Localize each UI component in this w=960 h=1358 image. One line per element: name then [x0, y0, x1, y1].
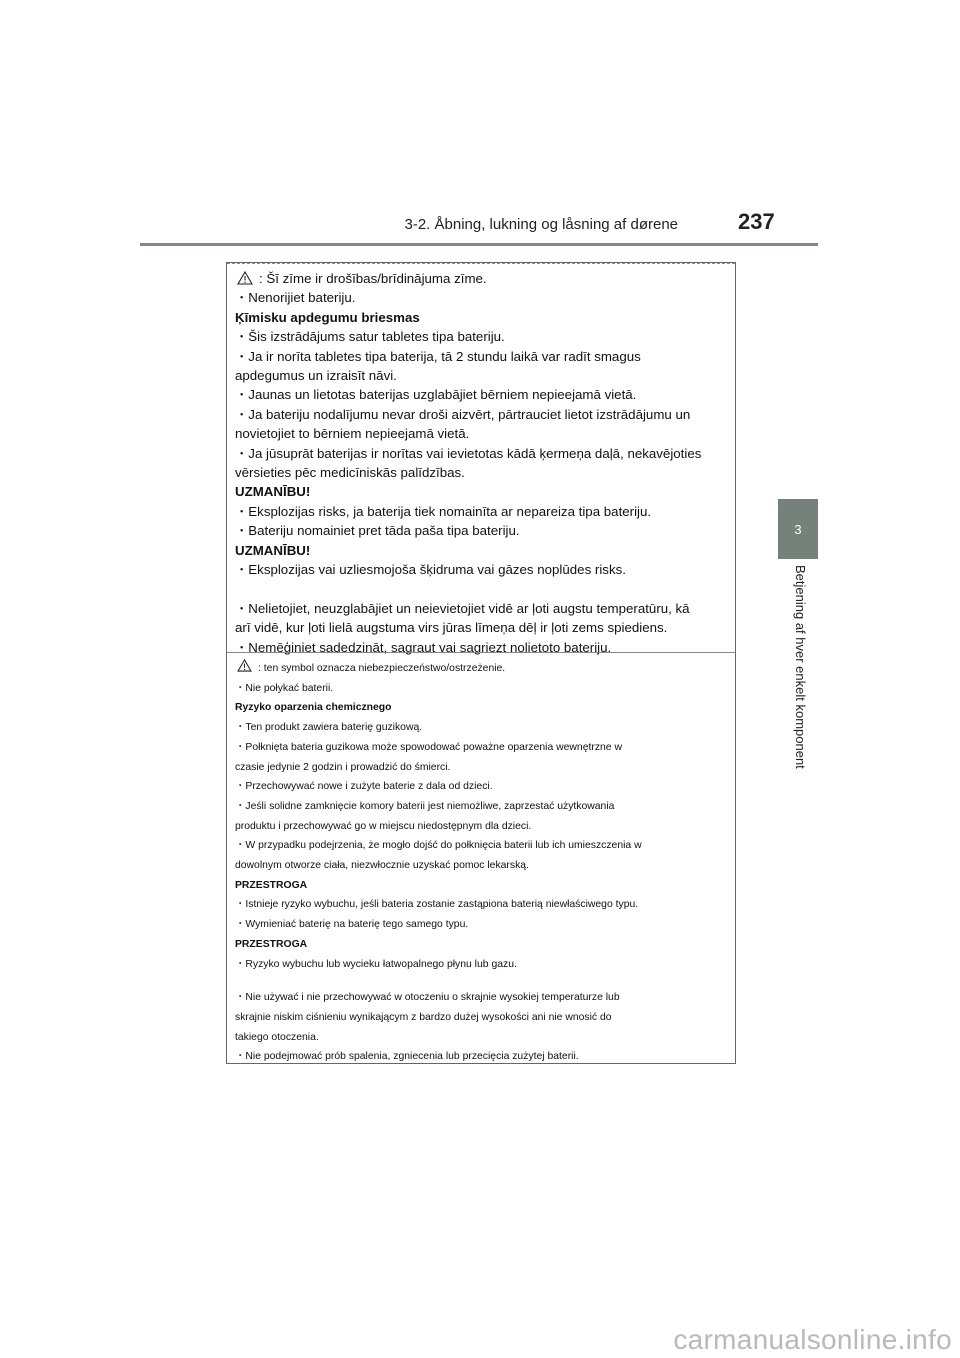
latvian-line: apdegumus un izraisīt nāvi. [235, 368, 397, 384]
battery-warning-box [226, 262, 736, 1064]
chapter-label: Betjening af hver enkelt komponent [793, 565, 808, 769]
latvian-line: ・Nemēģiniet sadedzināt, sagraut vai sagriezt nolietoto bateriju. [235, 639, 612, 655]
polish-line: ・Przechowywać nowe i zużyte baterie z dala od dzieci. [235, 781, 493, 793]
latvian-caution-heading: UZMANĪBU! [235, 484, 311, 500]
latvian-line: arī vidē, kur ļoti lielā augstuma virs jūras līmeņa dēļ ir ļoti zems spiediens. [235, 620, 668, 636]
polish-line: ・Istnieje ryzyko wybuchu, jeśli bateria zostanie zastąpiona baterią niewłaściwego typu. [235, 899, 639, 911]
spacer [235, 974, 727, 988]
polish-symbol-line [235, 659, 727, 679]
latvian-line: ・Nelietojiet, neuzglabājiet un neievietojiet vidē ar ļoti augstu temperatūru, kā [235, 600, 690, 616]
polish-line: ・Nie połykać baterii. [235, 682, 334, 694]
box-top-border [227, 263, 735, 264]
polish-caution-heading: PRZESTROGA [235, 879, 308, 891]
latvian-line: ・Ja jūsuprāt baterijas ir norītas vai ievietotas kādā ķermeņa daļā, nekavējoties [235, 445, 702, 461]
latvian-line: ・Šis izstrādājums satur tabletes tipa bateriju. [235, 329, 505, 345]
watermark-text: carmanualsonline.info [673, 1324, 952, 1355]
warning-triangle-icon [237, 659, 252, 672]
warning-triangle-icon [237, 271, 253, 285]
latvian-line: ・Ja ir norīta tabletes tipa baterija, tā 2 stundu laikā var radīt smagus [235, 348, 641, 364]
polish-line: ・Nie używać i nie przechowywać w otoczeniu o skrajnie wysokiej temperaturze lub [235, 992, 620, 1004]
polish-line: ・Ryzyko wybuchu lub wycieku łatwopalnego płynu lub gazu. [235, 958, 517, 970]
latvian-line: ・Eksplozijas risks, ja baterija tiek nomainīta ar nepareiza tipa bateriju. [235, 503, 652, 519]
polish-line: takiego otoczenia. [235, 1031, 319, 1043]
chapter-number: 3 [794, 521, 802, 537]
polish-line: skrajnie niskim ciśnieniu wynikającym z bardzo dużej wysokości ani nie wnosić do [235, 1011, 612, 1023]
latvian-line: ・Nenorijiet bateriju. [235, 290, 356, 306]
latvian-line: ・Ja bateriju nodalījumu nevar droši aizvērt, pārtrauciet lietot izstrādājumu un [235, 406, 691, 422]
latvian-line: vērsieties pēc medicīniskās palīdzības. [235, 465, 465, 481]
latvian-symbol-line [235, 269, 727, 288]
header-divider [140, 243, 818, 246]
latvian-line: ・Jaunas un lietotas baterijas uzglabājiet bērniem nepieejamā vietā. [235, 387, 637, 403]
latvian-line: novietojiet to bērniem nepieejamā vietā. [235, 426, 470, 442]
polish-line: ・W przypadku podejrzenia, że mogło dojść do połknięcia baterii lub ich umieszczenia w [235, 840, 642, 852]
polish-line: ・Nie podejmować prób spalenia, zgniecenia lub przecięcia zużytej baterii. [235, 1051, 579, 1063]
polish-caution-heading: PRZESTROGA [235, 938, 308, 950]
polish-line: ・Połknięta bateria guzikowa może spowodować poważne oparzenia wewnętrzne w [235, 741, 622, 753]
latvian-heading: Ķīmisku apdegumu briesmas [235, 309, 420, 325]
spacer [235, 580, 727, 599]
latvian-caution-heading: UZMANĪBU! [235, 542, 311, 558]
polish-line: ・Ten produkt zawiera baterię guzikową. [235, 722, 423, 734]
polish-heading: Ryzyko oparzenia chemicznego [235, 702, 392, 714]
latvian-symbol-note: : Šī zīme ir drošības/brīdinājuma zīme. [259, 271, 487, 286]
latvian-line: ・Bateriju nomainiet pret tāda paša tipa bateriju. [235, 523, 520, 539]
latvian-warning-section [227, 269, 735, 657]
polish-line: dowolnym otworze ciała, niezwłocznie uzyskać pomoc lekarską. [235, 860, 529, 872]
latvian-line: ・Eksplozijas vai uzliesmojoša šķidruma vai gāzes noplūdes risks. [235, 562, 626, 578]
polish-warning-section [227, 652, 735, 1067]
polish-line: ・Wymieniać baterię na baterię tego samego typu. [235, 919, 469, 931]
section-title: 3-2. Åbning, lukning og låsning af dørene [404, 216, 678, 233]
polish-line: czasie jedynie 2 godzin i prowadzić do śmierci. [235, 761, 451, 773]
polish-symbol-note: : ten symbol oznacza niebezpieczeństwo/ostrzeżenie. [258, 663, 506, 674]
chapter-tab [778, 499, 818, 559]
polish-line: produktu i przechowywać go w miejscu niedostępnym dla dzieci. [235, 820, 532, 832]
polish-line: ・Jeśli solidne zamknięcie komory baterii jest niemożliwe, zaprzestać użytkowania [235, 800, 615, 812]
page-number: 237 [738, 209, 775, 234]
